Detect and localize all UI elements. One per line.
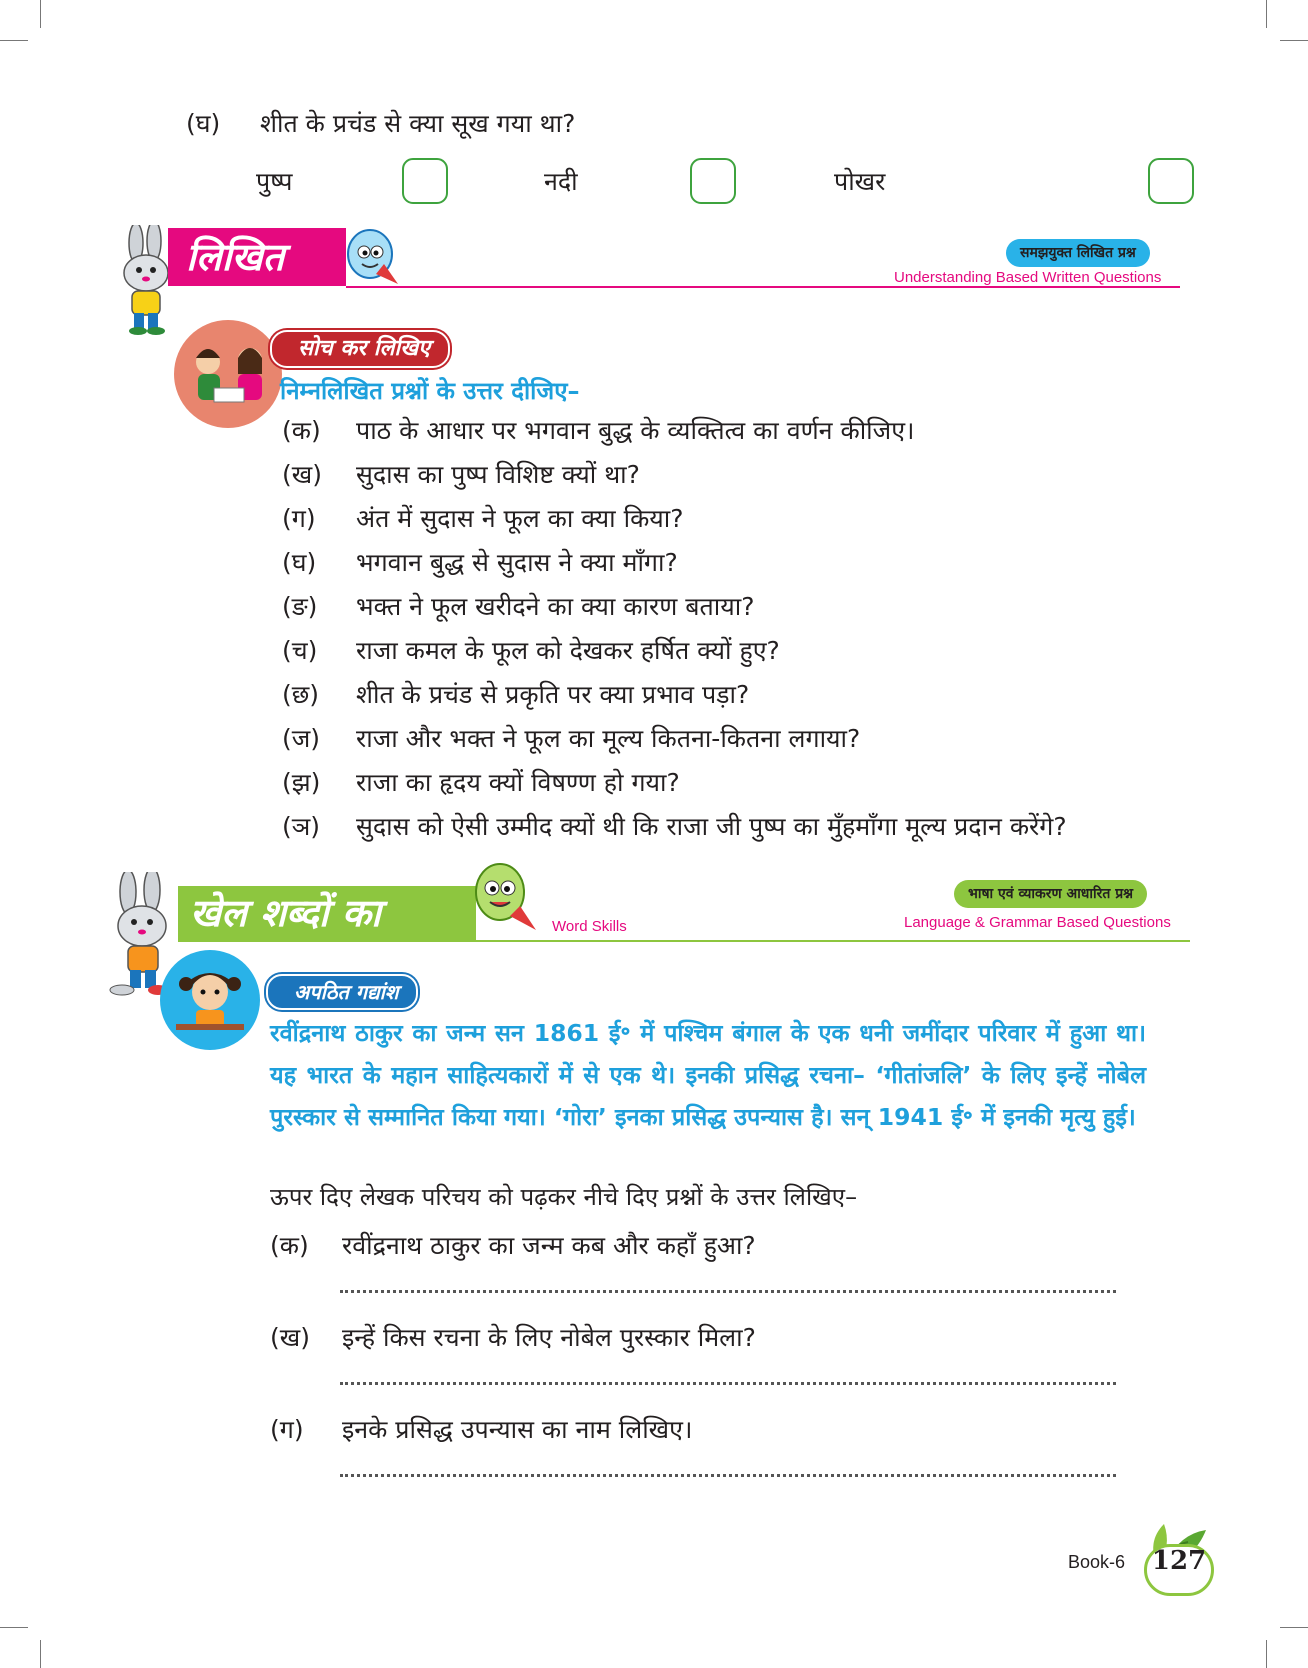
passage-text: रवींद्रनाथ ठाकुर का जन्म सन 1861 ई॰ में पश्चिम बंगाल के एक धनी जमींदार परिवार में हुआ था। यह भारत के महान साहित्यकारों में से एक थे। इनकी प्रसिद्ध रचना– ‘गीतांजलि’ के लिए इन्हें नोबेल पुरस्कार से सम्मानित किया गया। ‘गोरा’ इनका प्रसिद्ध उपन्यास है। सन् 1941 ई॰ में इनकी मृत्यु हुई।: [270, 1019, 1146, 1131]
question-text: राजा कमल के फूल को देखकर हर्षित क्यों हुए?: [356, 636, 780, 665]
likhit-subtitle: Understanding Based Written Questions: [894, 269, 1162, 286]
question-label: (ञ): [282, 812, 321, 841]
question-label: (ग): [282, 504, 316, 533]
girl-reading-icon: [158, 948, 262, 1052]
list-item: [270, 1320, 756, 1354]
list-item: [282, 765, 680, 799]
question-label: (झ): [282, 768, 321, 797]
question-label: (ख): [282, 460, 322, 489]
question-label: (ङ): [282, 592, 318, 621]
option-label: पुष्प: [256, 167, 293, 196]
list-item: [282, 413, 915, 447]
khel-subtitle: Language & Grammar Based Questions: [904, 914, 1171, 931]
question-text: रवींद्रनाथ ठाकुर का जन्म कब और कहाँ हुआ?: [342, 1231, 756, 1260]
crop-mark: [0, 1627, 28, 1628]
khel-title: खेल शब्दों का: [190, 891, 381, 935]
question-text: भगवान बुद्ध से सुदास ने क्या माँगा?: [356, 548, 678, 577]
question-text: अंत में सुदास ने फूल का क्या किया?: [356, 504, 684, 533]
list-item: [270, 1228, 756, 1262]
page-number: 127: [1151, 1546, 1207, 1576]
list-item: [282, 501, 684, 535]
crop-mark: [40, 0, 41, 28]
question-label: (ग): [270, 1415, 304, 1444]
question-label: (छ): [282, 680, 320, 709]
green-pencil-mascot-icon: [470, 858, 542, 938]
list-item: [282, 589, 755, 623]
question-text: सुदास को ऐसी उम्मीद क्यों थी कि राजा जी पुष्प का मुँहमाँगा मूल्य प्रदान करेंगे?: [356, 812, 1067, 841]
question-label: (क): [270, 1231, 309, 1260]
likhit-title: लिखित: [186, 235, 285, 279]
question-text: सुदास का पुष्प विशिष्ट क्यों था?: [356, 460, 640, 489]
question-text: शीत के प्रचंड से प्रकृति पर क्या प्रभाव पड़ा?: [356, 680, 750, 709]
question-label: (ख): [270, 1323, 310, 1352]
question-label: (च): [282, 636, 318, 665]
soch-kar-likhiye-tag: सोच कर लिखिए: [270, 330, 450, 368]
question-label: (घ): [282, 548, 317, 577]
option-checkbox-3[interactable]: [1148, 158, 1194, 204]
list-item: [282, 721, 860, 755]
question-text: राजा और भक्त ने फूल का मूल्य कितना-कितना लगाया?: [356, 724, 861, 753]
khel-rule: [476, 940, 1190, 942]
list-item: [282, 809, 1067, 843]
crop-mark: [1266, 1640, 1267, 1668]
likhit-instruction: निम्नलिखित प्रश्नों के उत्तर दीजिए–: [280, 377, 580, 405]
option-label: नदी: [544, 167, 578, 196]
question-text: भक्त ने फूल खरीदने का क्या कारण बताया?: [356, 592, 755, 621]
question-text: राजा का हृदय क्यों विषण्ण हो गया?: [356, 768, 680, 797]
option-checkbox-2[interactable]: [690, 158, 736, 204]
likhit-rule: [346, 286, 1180, 288]
question-label: (घ): [186, 109, 221, 138]
question-label: (क): [282, 416, 321, 445]
apathit-gadyansh-tag: अपठित गद्यांश: [266, 974, 418, 1010]
question-text: पाठ के आधार पर भगवान बुद्ध के व्यक्तित्व का वर्णन कीजिए।: [356, 416, 915, 445]
question-label: (ज): [282, 724, 321, 753]
children-reading-icon: [172, 318, 284, 430]
likhit-badge: समझयुक्त लिखित प्रश्न: [1006, 239, 1150, 267]
khel-instruction: ऊपर दिए लेखक परिचय को पढ़कर नीचे दिए प्रश्नों के उत्तर लिखिए–: [270, 1183, 858, 1211]
question-text: इन्हें किस रचना के लिए नोबेल पुरस्कार मिला?: [342, 1323, 756, 1352]
question-gha: [186, 106, 575, 140]
list-item: [270, 1412, 692, 1446]
list-item: [282, 545, 678, 579]
answer-line[interactable]: [340, 1474, 1116, 1477]
question-text: इनके प्रसिद्ध उपन्यास का नाम लिखिए।: [342, 1415, 693, 1444]
crop-mark: [1280, 1627, 1308, 1628]
crop-mark: [1280, 40, 1308, 41]
list-item: [282, 633, 780, 667]
option-checkbox-1[interactable]: [402, 158, 448, 204]
crop-mark: [40, 1640, 41, 1668]
list-item: [282, 677, 749, 711]
answer-line[interactable]: [340, 1382, 1116, 1385]
answer-line[interactable]: [340, 1290, 1116, 1293]
option-label: पोखर: [834, 167, 886, 196]
crop-mark: [1266, 0, 1267, 28]
khel-badge: भाषा एवं व्याकरण आधारित प्रश्न: [954, 880, 1147, 908]
list-item: [282, 457, 640, 491]
crop-mark: [0, 40, 28, 41]
khel-subtitle-left: Word Skills: [552, 918, 627, 935]
question-text: शीत के प्रचंड से क्या सूख गया था?: [260, 109, 576, 138]
book-label: Book-6: [1068, 1552, 1126, 1572]
pencil-mascot-icon: [340, 224, 404, 290]
